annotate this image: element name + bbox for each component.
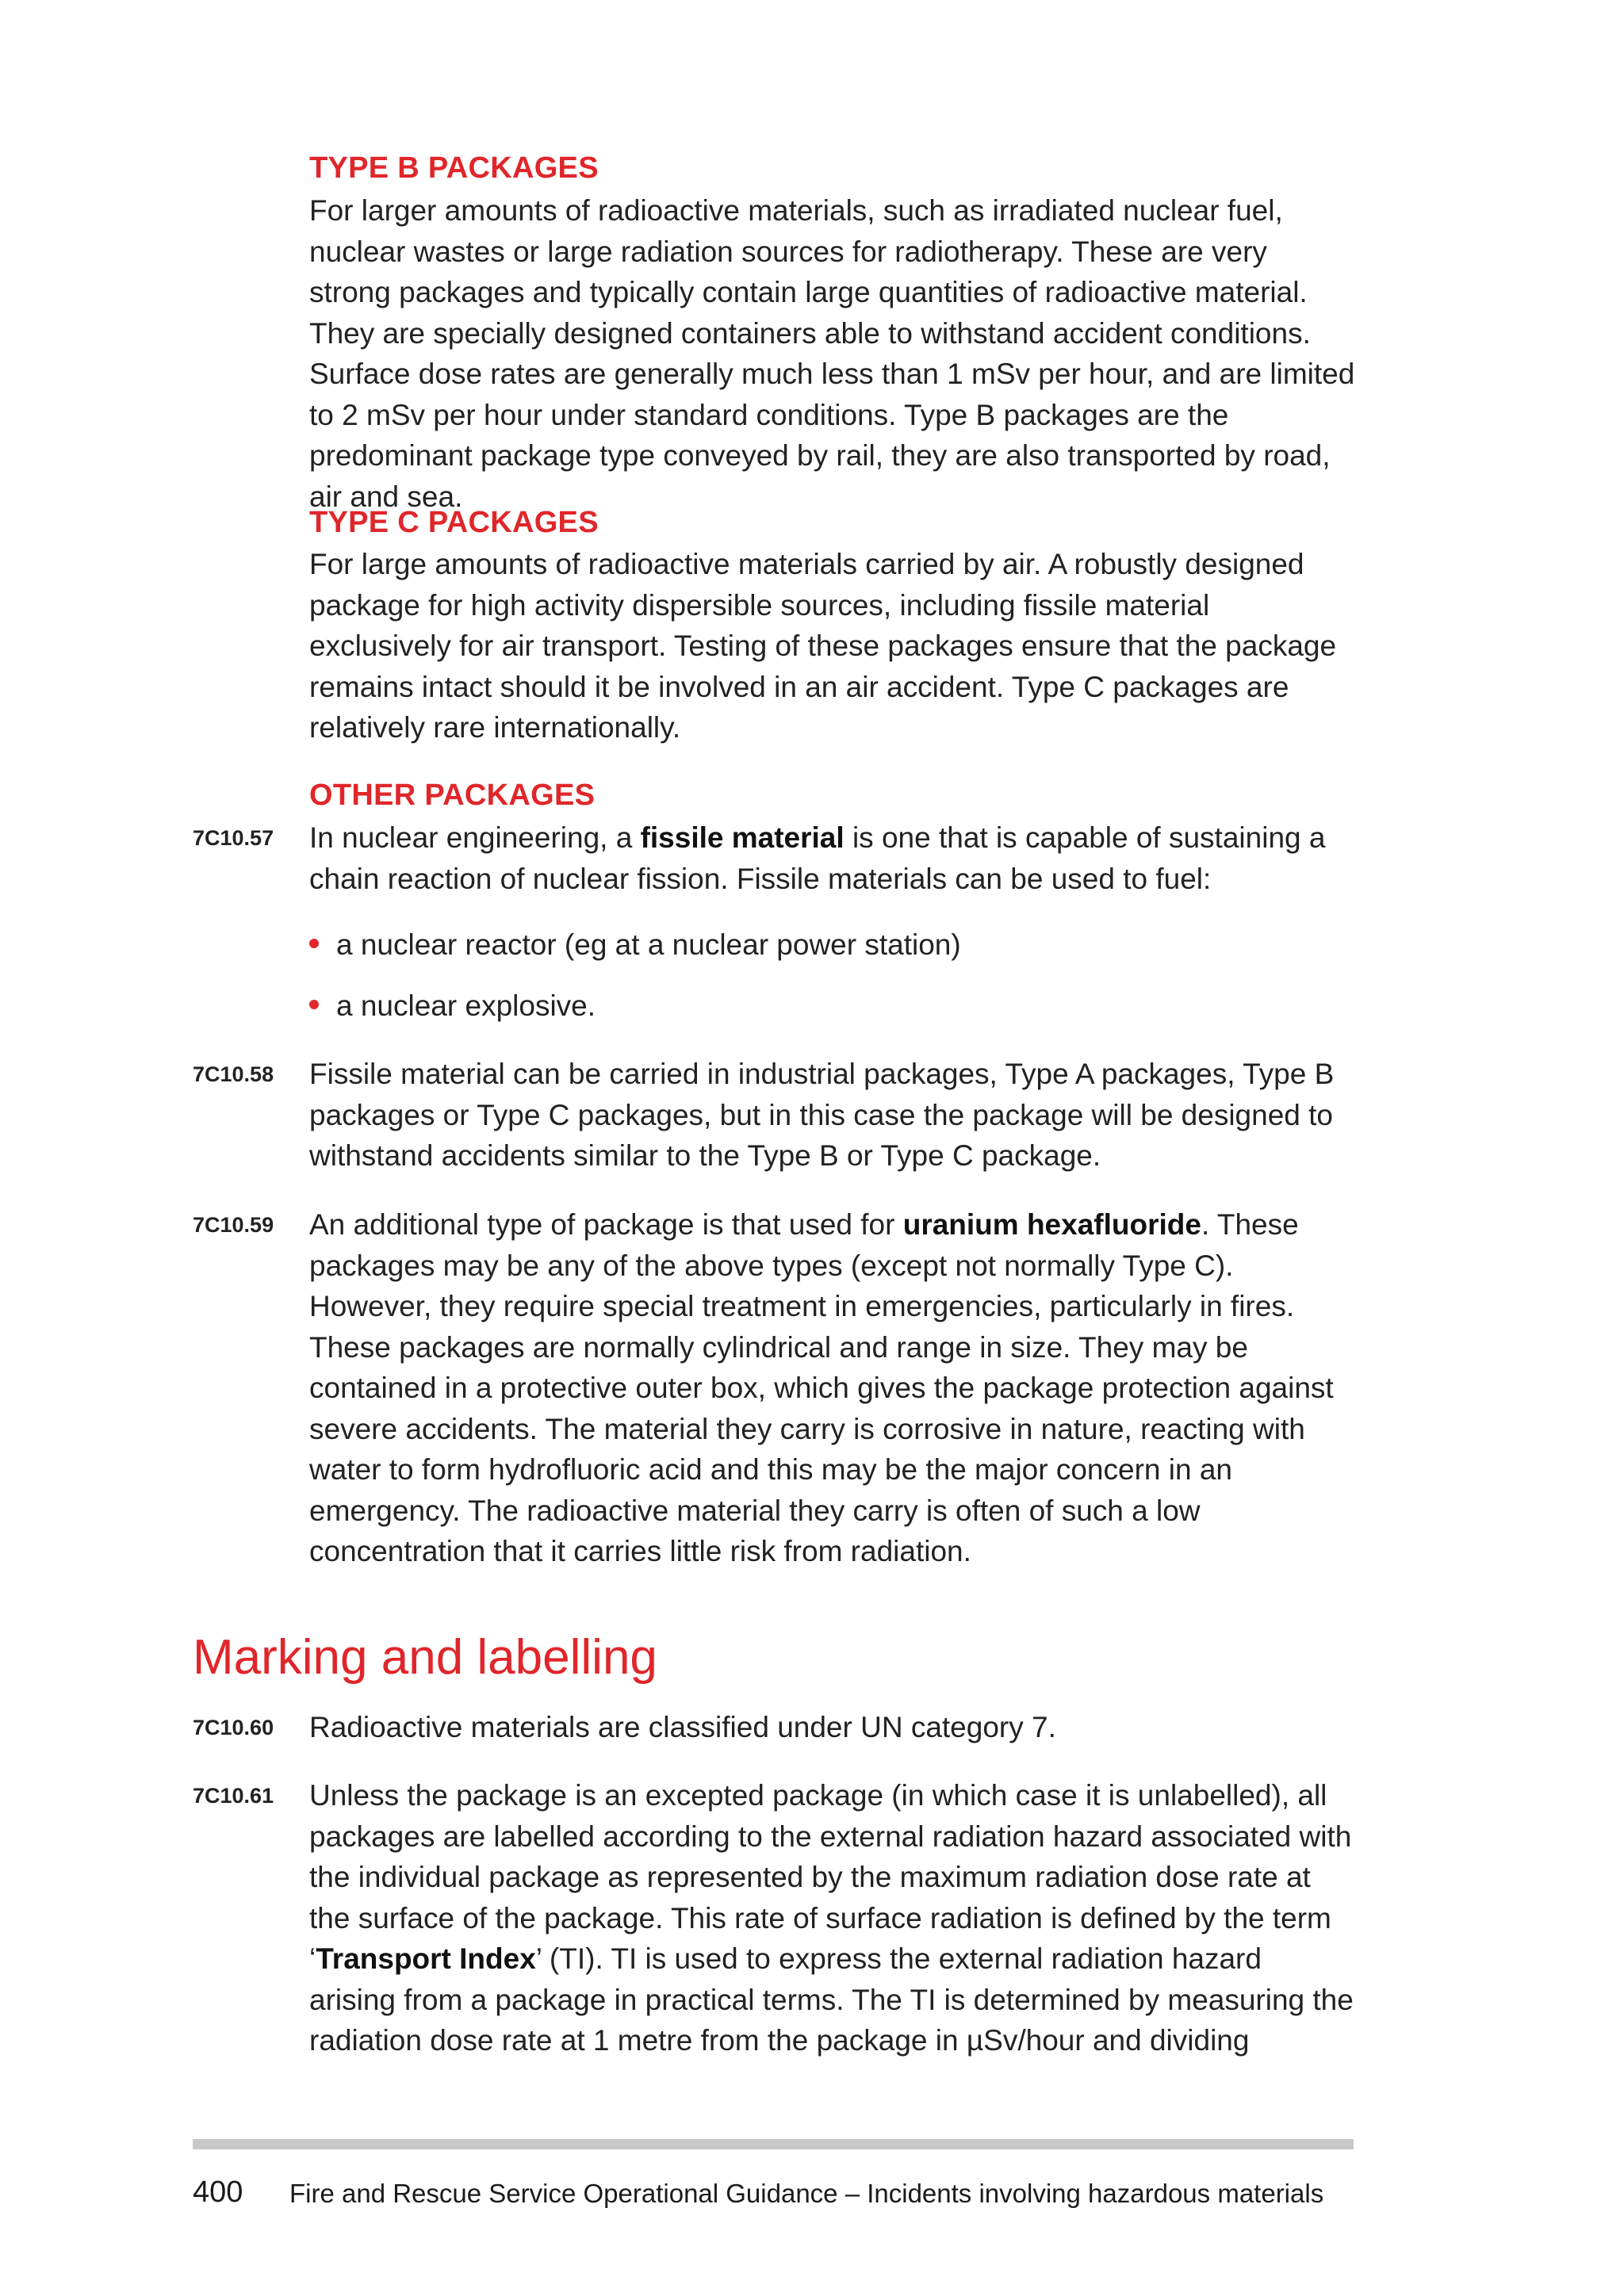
list-item-text: a nuclear explosive. (336, 989, 596, 1022)
bold-term: fissile material (640, 821, 845, 854)
page-number: 400 (193, 2175, 243, 2209)
paragraph-59 (309, 1204, 1356, 1572)
paragraph-number: 7C10.59 (193, 1213, 274, 1237)
list-item-text: a nuclear reactor (eg at a nuclear power station) (336, 928, 961, 961)
type-c-text: For large amounts of radioactive materials carried by air. A robustly designed package for high activity dispersible sources, including fissile material exclusively for air transport. Testing of these packages ensure that the package remains intact should it be involved in an air accident. Type C packages are relatively rare internationally. (309, 548, 1337, 744)
paragraph-text: ’ (TI). TI is used to express the external radiation hazard arising from a package in practical terms. The TI is determined by measuring the radiation dose rate at 1 metre from the package in µSv/hour and dividing (309, 1942, 1354, 2057)
type-b-heading: TYPE B PACKAGES (309, 151, 599, 185)
paragraph-57 (309, 817, 1356, 899)
paragraph-number: 7C10.60 (193, 1716, 274, 1739)
footer-divider (193, 2139, 1354, 2149)
bullet-icon (309, 1000, 319, 1009)
bullet-icon (309, 939, 319, 948)
paragraph-number: 7C10.58 (193, 1062, 274, 1086)
paragraph-text: An additional type of package is that used for (309, 1208, 903, 1241)
paragraph-58: Fissile material can be carried in industrial packages, Type A packages, Type B packages or Type C packages, but in this case the package will be designed to withstand accidents similar to the Type B or Type C package. (309, 1058, 1335, 1172)
bold-term: Transport Index (316, 1942, 536, 1975)
list-item (309, 924, 1356, 966)
paragraph-text: is one that is capable of sustaining a chain reaction of nuclear fission. Fissile materials can be used to fuel: (309, 821, 1326, 895)
paragraph-61 (309, 1775, 1356, 2061)
paragraph-text: Unless the package is an excepted package (in which case it is unlabelled), all packages are labelled according to the external radiation hazard associated with the individual package as represented by the maximum radiation dose rate at the surface of the package. This rate of surface radiation is defined by the term ‘ (309, 1779, 1352, 1975)
paragraph-number: 7C10.57 (193, 826, 274, 850)
paragraph-text: In nuclear engineering, a (309, 821, 641, 854)
type-b-text: For larger amounts of radioactive materials, such as irradiated nuclear fuel, nuclear wastes or large radiation sources for radiotherapy. These are very strong packages and typically contain large quantities of radioactive material. They are specially designed containers able to withstand accident conditions. Surface dose rates are generally much less than 1 mSv per hour, and are limited to 2 mSv per hour under standard conditions. Type B packages are the predominant package type conveyed by rail, they are also transported by road, air and sea. (309, 194, 1355, 513)
paragraph-number: 7C10.61 (193, 1784, 274, 1808)
footer-title: Fire and Rescue Service Operational Guidance – Incidents involving hazardous materials (289, 2179, 1324, 2208)
paragraph-text: . These packages may be any of the above types (except not normally Type C). However, they require special treatment in emergencies, particularly in fires. These packages are normally cylindrical and range in size. They may be contained in a protective outer box, which gives the package protection against severe accidents. The material they carry is corrosive in nature, reacting with water to form hydrofluoric acid and this may be the major concern in an emergency. The radioactive material they carry is often of such a low concentration that it carries little risk from radiation. (309, 1208, 1334, 1567)
list-item (309, 985, 1356, 1027)
type-c-heading: TYPE C PACKAGES (309, 506, 599, 539)
other-packages-heading: OTHER PACKAGES (309, 779, 596, 812)
paragraph-60: Radioactive materials are classified under UN category 7. (309, 1711, 1056, 1743)
bold-term: uranium hexafluoride (902, 1208, 1201, 1241)
section-title: Marking and labelling (193, 1630, 657, 1685)
